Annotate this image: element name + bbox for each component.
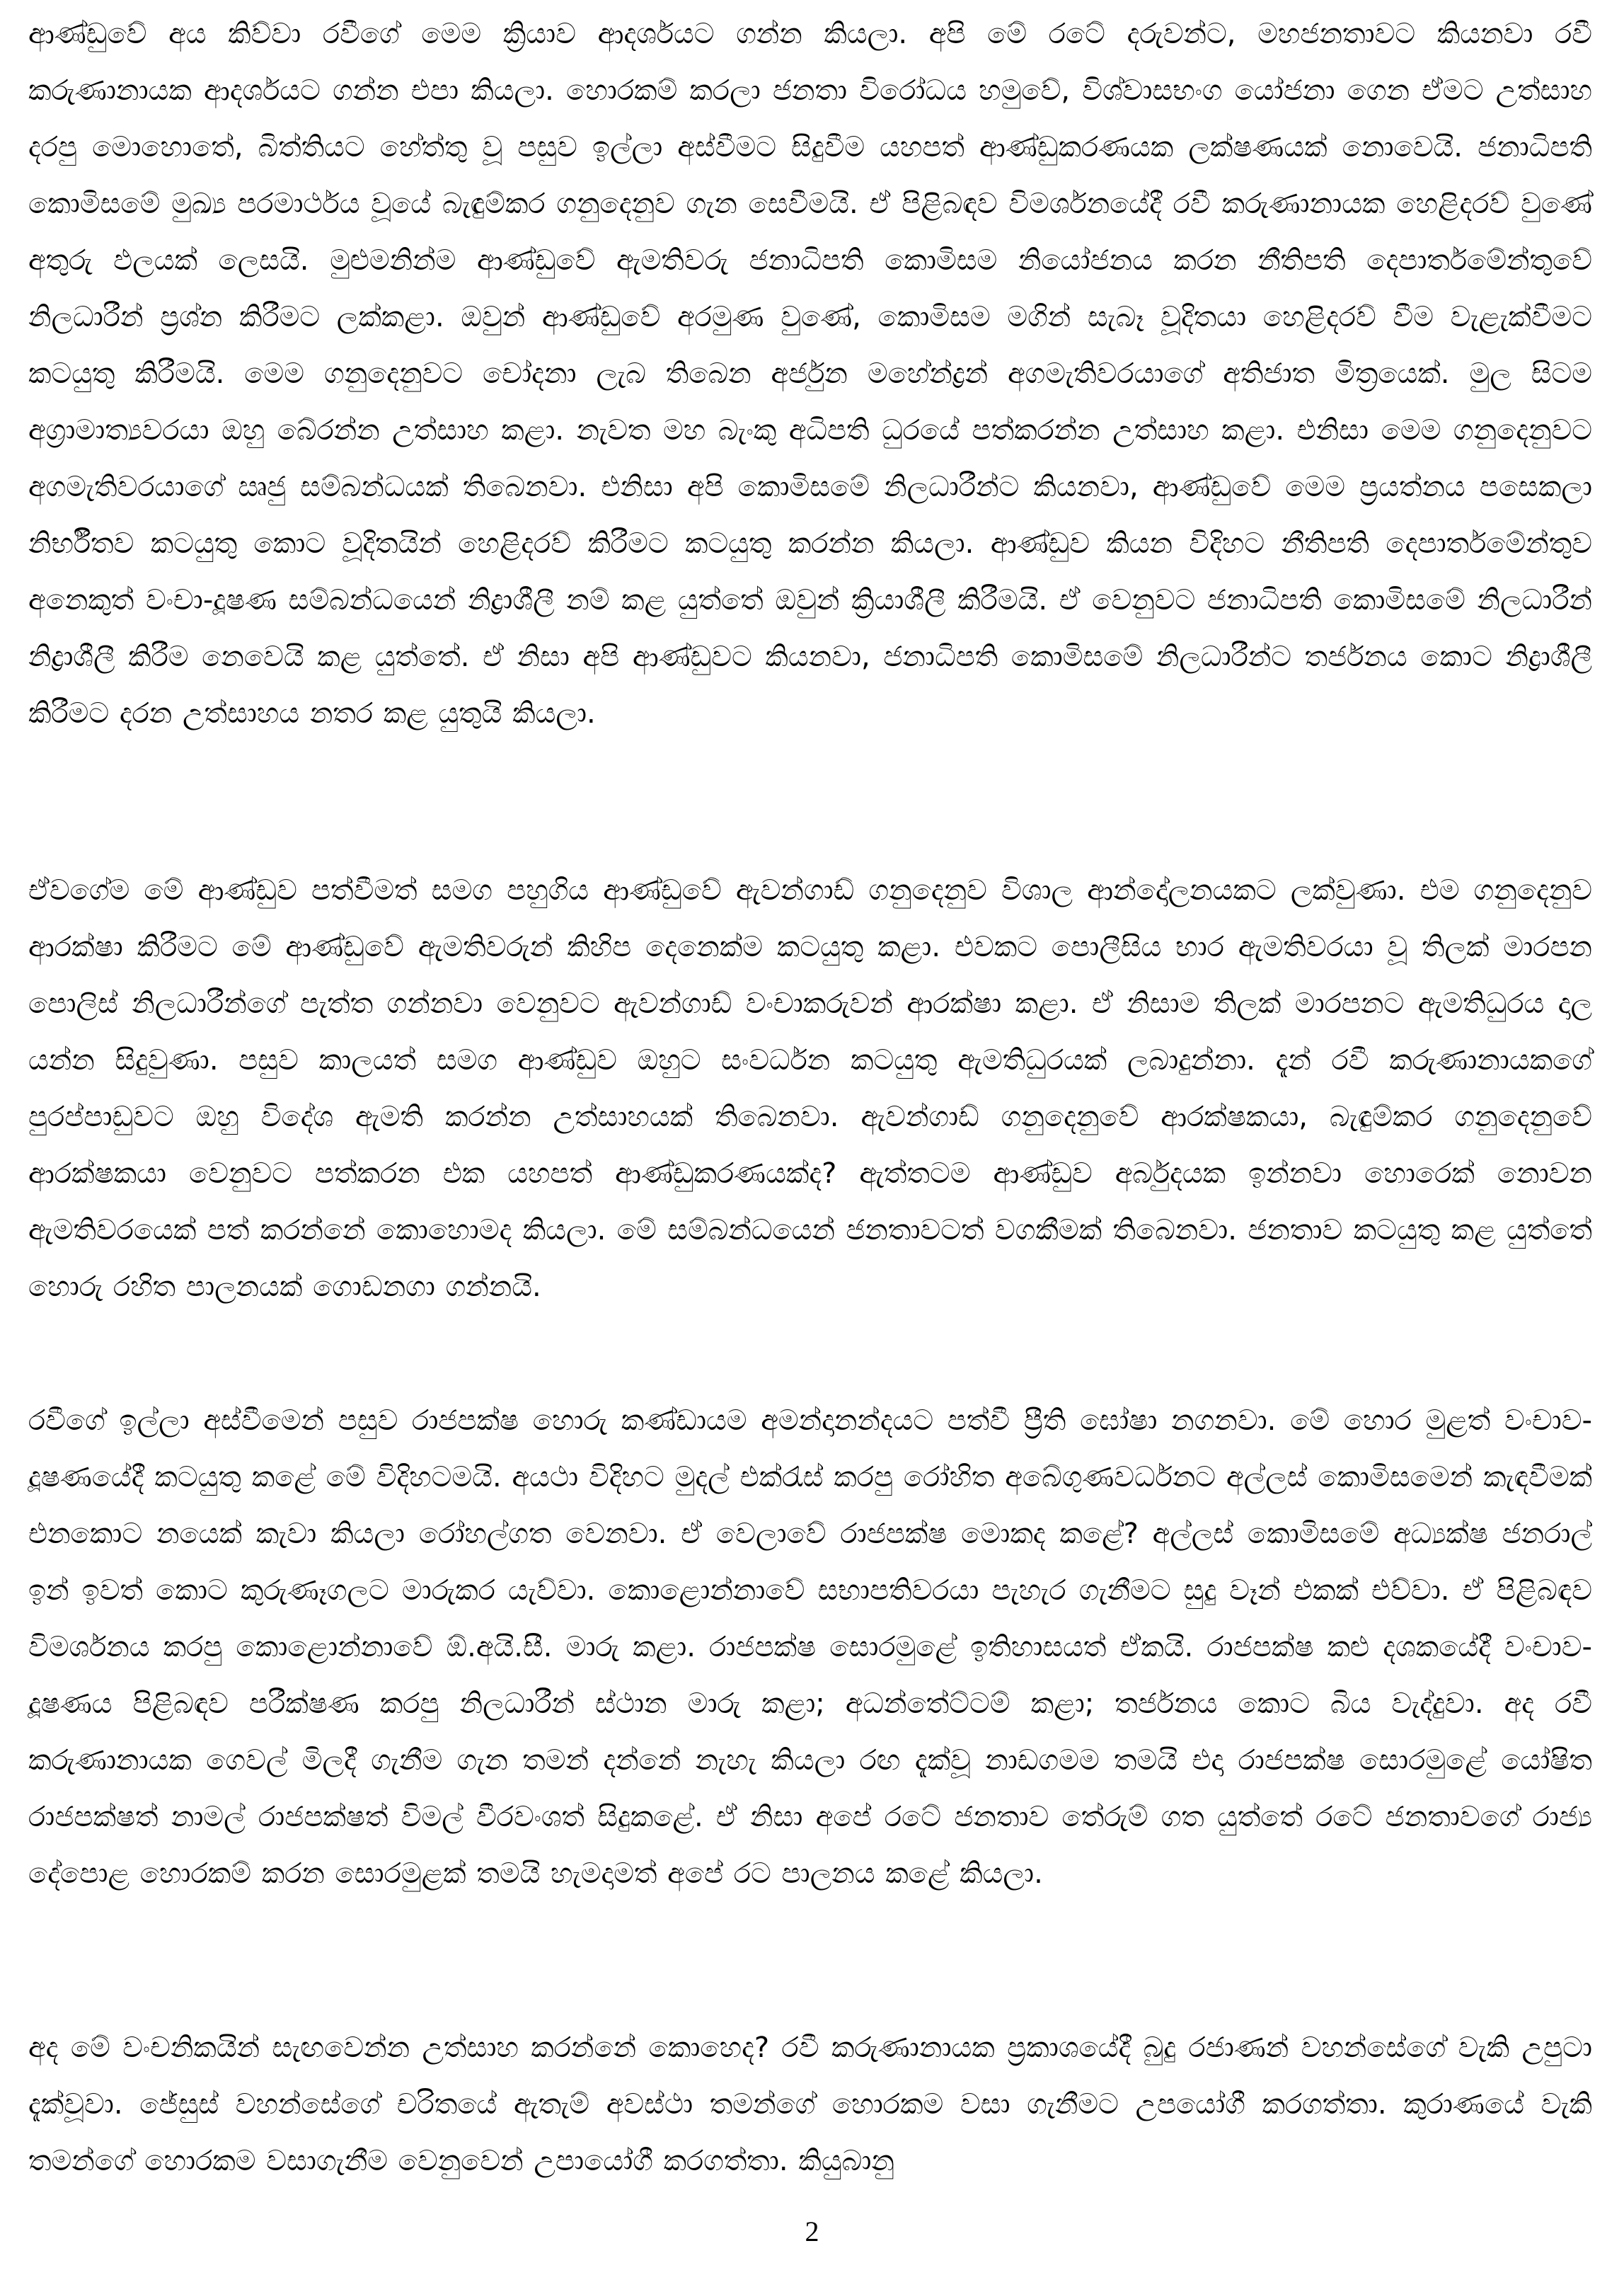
page-number: 2 <box>805 2216 819 2247</box>
paragraph-2: ඒවගේම මේ ආණ්ඩුව පත්වීමත් සමග පහුගිය ආණ්ඩුවේ ඇවන්ගාඩ් ගනුදෙනුව විශාල ආන්දෝලනයකට ලක්වුණා. එම ගනුදෙනුව ආරක්ෂා කිරීමට මේ ආණ්ඩුවේ ඇමතිවරුන් කිහිප දෙනෙක්ම කටයුතු කළා. එවකට පොලීසිය භාර ඇමතිවරයා වූ තිලක් මාරපන පොලිස් නිලධාරීන්ගේ පැත්ත ගන්නවා වෙනුවට ඇවන්ගාඩ් වංචාකරුවන් ආරක්ෂා කළා. ඒ නිසාම තිලක් මාරපනට ඇමතිධුරය දාල යන්න සිදුවුණා. පසුව කාලයත් සමග ආණ්ඩුව ඔහුට සංවර්ධන කටයුතු ඇමතිධුරයක් ලබාදුන්නා. දැන් රවී කරුණානායකගේ පුරප්පාඩුවට ඔහු විදේශ ඇමති කරන්න උත්සාහයක් තිබෙනවා. ඇවන්ගාඩ් ගනුදෙනුවේ ආරක්ෂකයා, බැඳුම්කර ගනුදෙනුවේ ආරක්ෂකයා වෙනුවට පත්කරන එක යහපත් ආණ්ඩුකරණයක්ද? ඇත්තටම ආණ්ඩුව අර්බුදයක ඉන්නවා හොරෙක් නොවන ඇමතිවරයෙක් පත් කරන්නේ කොහොමද කියලා. මේ සම්බන්ධයෙන් ජනතාවටත් වගකීමක් තිබෙනවා. ජනතාව කටයුතු කළ යුත්තේ හොරු රහිත පාලනයක් ගොඩනගා ගන්නයි. <box>28 874 1592 1303</box>
paragraph-4: අද මේ වංචනිකයින් සැඟවෙන්න උත්සාහ කරන්නේ කොහෙද? රවී කරුණානායක ප්‍රකාශයේදී බුදු රජාණන් වහන්සේගේ වැකි උපුටා දැක්වූවා. ජේසුස් වහන්සේගේ චරිතයේ ඇතැම් අවස්ථා තමන්ගේ හොරකම වසා ගැනීමට උපයෝගී කරගත්තා. කුරාණයේ වැකි තමන්ගේ හොරකම වසාගැනීම වෙනුවෙන් උපායෝගී කරගත්තා. කියුබානු <box>28 2031 1592 2177</box>
paragraph-3: රවීගේ ඉල්ලා අස්වීමෙන් පසුව රාජපක්ෂ හොරු කණ්ඩායම අමන්දානන්දයට පත්වී ප්‍රීති ඝෝෂා නගනවා. මේ හොර මුළත් වංචාව-දූෂණයේදී කටයුතු කළේ මේ විදිහටමයි. අයථා විදිහට මුදල් එක්රැස් කරපු රෝහිත අබේගුණවර්ධනට අල්ලස් කොමිසමෙන් කැඳවීමක් එනකොට නයෙක් කැවා කියලා රෝහල්ගත වෙනවා. ඒ වෙලාවේ රාජපක්ෂ මොකද කළේ? අල්ලස් කොමිසමේ අධ්‍යක්ෂ ජනරාල් ඉන් ඉවත් කොට කුරුණෑගලට මාරුකර යැව්වා. කොළොන්නාවේ සභාපතිවරයා පැහැර ගැනීමට සුදු වෑන් එකක් එව්වා. ඒ පිළිබඳව විමර්ශනය කරපු කොළොන්නාවේ ඕ.අයි.සී. මාරු කළා. රාජපක්ෂ සොරමුළේ ඉතිහාසයත් ඒකයි. රාජපක්ෂ කළු දශකයේදී වංචාව-දූෂණය පිළිබඳව පරීක්ෂණ කරපු නිලධාරීන් ස්ථාන මාරු කළා; අධන්තේට්ටම් කළා; තර්ජනය කොට බිය වැද්දුවා. අද රවී කරුණානායක ගෙවල් මිලදී ගැනීම ගැන තමන් දන්නේ නැහැ කියලා රඟ දැක්වූ නාඩගමම තමයි එදා රාජපක්ෂ සොරමුළේ යෝෂිත රාජපක්ෂත් නාමල් රාජපක්ෂත් විමල් වීරවංශත් සිදුකළේ. ඒ නිසා අපේ රටේ ජනතාව තේරුම් ගත යුත්තේ රටේ ජනතාවගේ රාජ්‍ය දේපොළ හොරකම් කරන සොරමුළක් තමයි හැමදාමත් අපේ රට පාලනය කළේ කියලා. <box>28 1404 1592 1890</box>
paragraph-1: ආණ්ඩුවේ අය කිව්වා රවීගේ මෙම ක්‍රියාව ආදර්ශයට ගන්න කියලා. අපි මේ රටේ දරුවන්ට, මහජනතාවට කියනවා රවී කරුණානායක ආදර්ශයට ගන්න එපා කියලා. හොරකම් කරලා ජනතා විරෝධය හමුවේ, විශ්වාසභංග යෝජනා ගෙන ඒමට උත්සාහ දරපු මොහොතේ, බිත්තියට හේත්තු වූ පසුව ඉල්ලා අස්වීමට සිදුවීම යහපත් ආණ්ඩුකරණයක ලක්ෂණයක් නොවෙයි. ජනාධිපති කොමිසමේ මුඛ්‍ය පරමාර්ථය වූයේ බැඳුම්කර ගනුදෙනුව ගැන සෙවීමයි. ඒ පිළිබඳව විමර්ශනයේදී රවී කරුණානායක හෙළිදරව් වුණේ අතුරු ඵලයක් ලෙසයි. මුළුමනින්ම ආණ්ඩුවේ ඇමතිවරු ජනාධිපති කොමිසම නියෝජනය කරන නීතිපති දෙපාර්තමේන්තුවේ නිලධාරීන් ප්‍රශ්න කිරීමට ලක්කළා. ඔවුන් ආණ්ඩුවේ අරමුණ වුණේ, කොමිසම මගින් සැබෑ වූදිතයා හෙළිදරව් වීම වැළැක්වීමට කටයුතු කිරීමයි. මෙම ගනුදෙනුවට චෝදනා ලැබ තිබෙන අර්ජුන මහේන්ද්‍රන් අගමැතිවරයාගේ අතිජාත මිත්‍රයෙක්. මුල සිටම අග්‍රාමාත්‍යවරයා ඔහු බේරන්න උත්සාහ කළා. නැවත මහ බැංකු අධිපති ධුරයේ පත්කරන්න උත්සාහ කළා. එනිසා මෙම ගනුදෙනුවට අගමැතිවරයාගේ ඍජු සම්බන්ධයක් තිබෙනවා. එනිසා අපි කොමිසමේ නිලධාරීන්ට කියනවා, ආණ්ඩුවේ මෙම ප්‍රයත්නය පසෙකලා නිර්භීතව කටයුතු කොට වූදිතයින් හෙළිදරව් කිරීමට කටයුතු කරන්න කියලා. ආණ්ඩුව කියන විදිහට නීතිපති දෙපාර්තමේන්තුව අනෙකුත් වංචා-දූෂණ සම්බන්ධයෙන් නිද්‍රාශීලී නම් කළ යුත්තේ ඔවුන් ක්‍රියාශීලී කිරීමයි. ඒ වෙනුවට ජනාධිපති කොමිසමේ නිලධාරීන් නිද්‍රාශීලී කිරීම නෙවෙයි කළ යුත්තේ. ඒ නිසා අපි ආණ්ඩුවට කියනවා, ජනාධිපති කොමිසමේ නිලධාරීන්ට තර්ජනය කොට නිද්‍රාශීලී කිරීමට දරන උත්සාහය නතර කළ යුතුයි කියලා. <box>28 18 1592 730</box>
